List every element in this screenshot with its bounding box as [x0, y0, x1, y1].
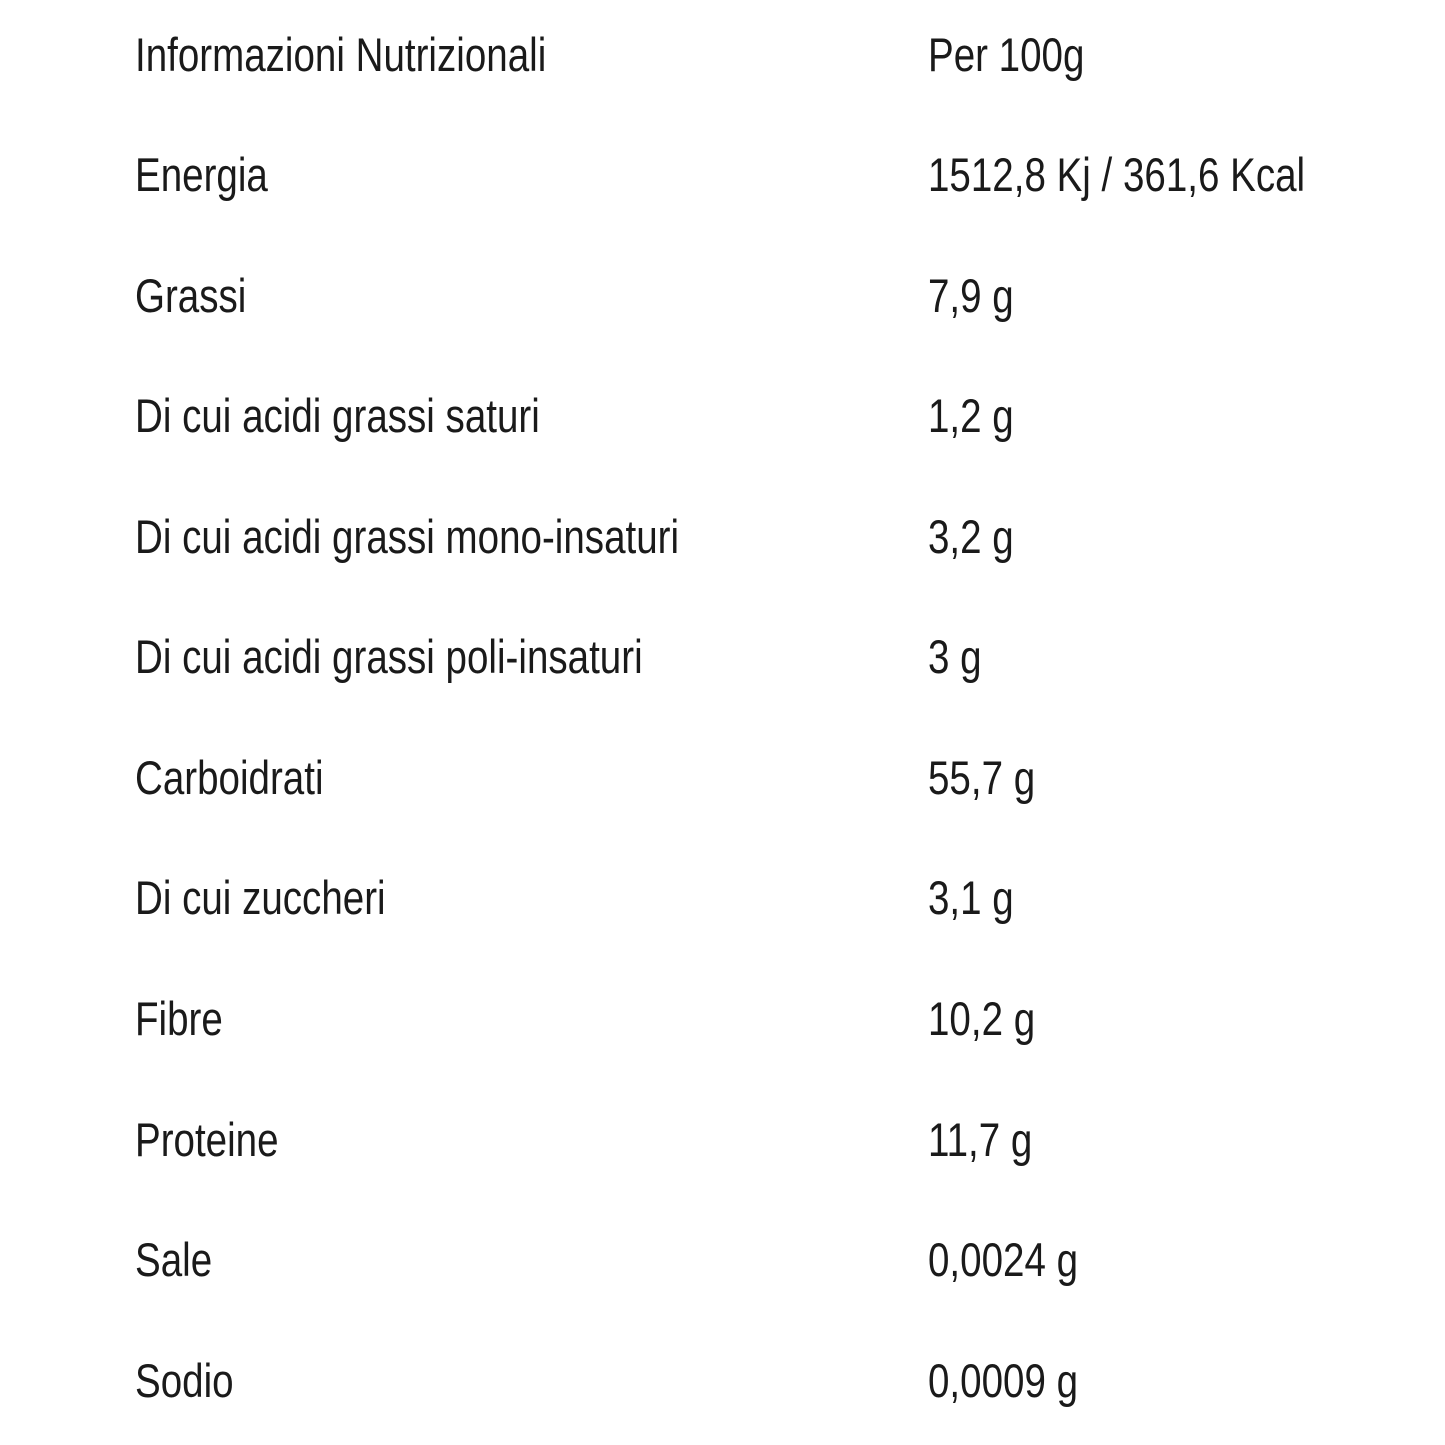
nutrient-label: Fibre: [135, 992, 223, 1045]
nutrient-value: 10,2 g: [928, 992, 1036, 1045]
table-row: [0, 386, 1445, 446]
table-row: [0, 989, 1445, 1049]
nutrient-value: 11,7 g: [928, 1113, 1033, 1166]
table-row: [0, 627, 1445, 687]
nutrient-label: Di cui acidi grassi saturi: [135, 389, 540, 442]
nutrient-label: Energia: [135, 148, 268, 201]
header-label: Informazioni Nutrizionali: [135, 28, 547, 81]
nutrient-label: Di cui acidi grassi mono-insaturi: [135, 510, 680, 563]
table-row: [0, 266, 1445, 326]
table-row: [0, 1230, 1445, 1290]
nutrient-label: Grassi: [135, 269, 247, 322]
table-row: [0, 1110, 1445, 1170]
nutrient-label: Di cui zuccheri: [135, 871, 386, 924]
nutrient-value: 1512,8 Kj / 361,6 Kcal: [928, 148, 1306, 201]
nutrient-value: 3 g: [928, 630, 982, 683]
nutrient-value: 1,2 g: [928, 389, 1014, 442]
nutrient-value: 0,0024 g: [928, 1233, 1079, 1286]
table-row: [0, 145, 1445, 205]
table-row: [0, 748, 1445, 808]
table-row: [0, 507, 1445, 567]
nutrient-label: Proteine: [135, 1113, 279, 1166]
nutrient-label: Carboidrati: [135, 751, 324, 804]
table-row: [0, 868, 1445, 928]
nutrient-value: 7,9 g: [928, 269, 1014, 322]
nutrient-label: Sale: [135, 1233, 213, 1286]
nutrient-label: Di cui acidi grassi poli-insaturi: [135, 630, 643, 683]
nutrient-label: Sodio: [135, 1354, 234, 1407]
nutrient-value: 3,1 g: [928, 871, 1014, 924]
nutrient-value: 55,7 g: [928, 751, 1036, 804]
table-header: [0, 25, 1445, 85]
table-row: [0, 1351, 1445, 1411]
header-value: Per 100g: [928, 28, 1085, 81]
nutrient-value: 0,0009 g: [928, 1354, 1079, 1407]
nutrient-value: 3,2 g: [928, 510, 1014, 563]
